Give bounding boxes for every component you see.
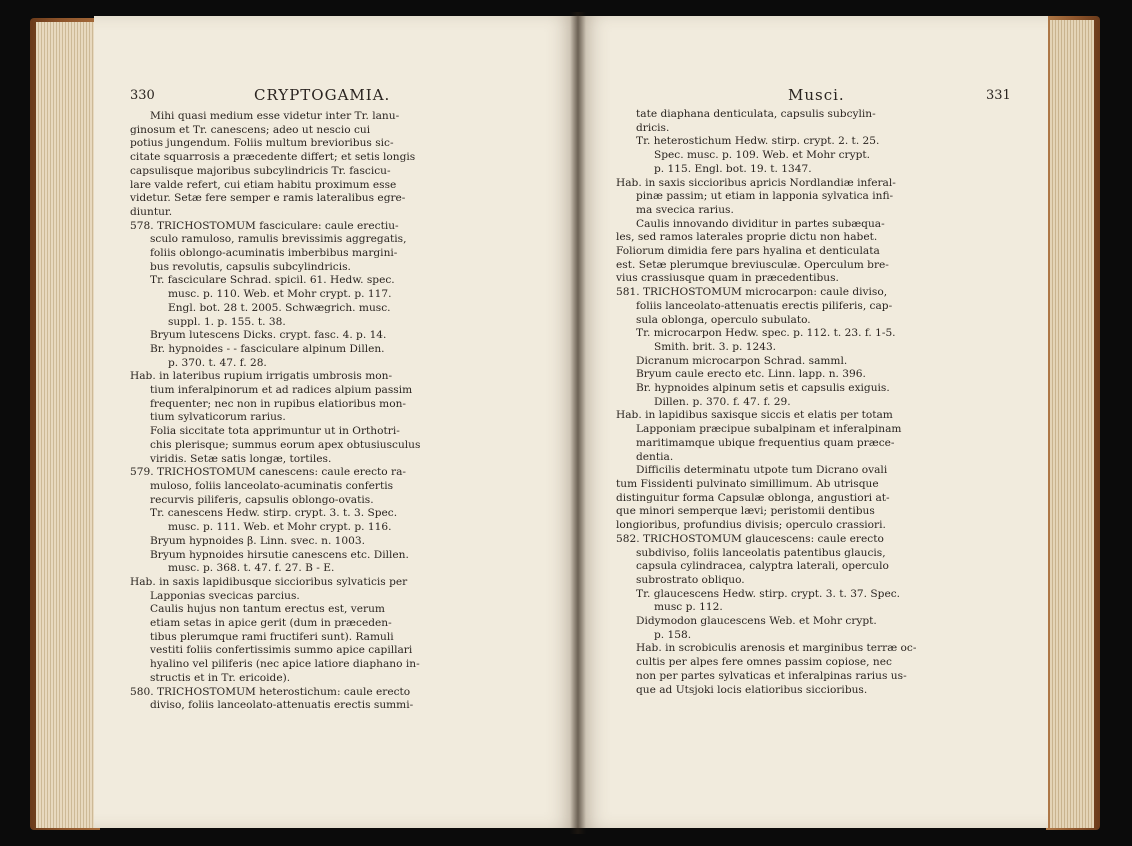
entry-heading-579: 579. TRICHOSTOMUM canescens: caule erecto ra- <box>130 466 406 479</box>
text-line: Br. hypnoides - - fasciculare alpinum Dillen. <box>150 342 385 355</box>
text-line: sula oblonga, operculo subulato. <box>636 313 811 326</box>
right-page <box>578 16 1048 828</box>
entry-heading-578: 578. TRICHOSTOMUM fasciculare: caule erectiu- <box>130 219 399 232</box>
text-line: Hab. in scrobiculis arenosis et marginibus terræ oc- <box>636 642 917 655</box>
text-line: hyalino vel piliferis (nec apice latiore diaphano in- <box>150 658 420 671</box>
entry-heading-580: 580. TRICHOSTOMUM heterostichum: caule erecto <box>130 685 411 698</box>
text-line: tium sylvaticorum rarius. <box>150 411 286 424</box>
text-line: bus revolutis, capsulis subcylindricis. <box>150 260 351 273</box>
text-line: longioribus, profundius divisis; operculo crassiori. <box>616 519 886 532</box>
text-line: Bryum lutescens Dicks. crypt. fasc. 4. p. 14. <box>150 329 387 342</box>
text-line: non per partes sylvaticas et inferalpinas rarius us- <box>636 669 907 682</box>
left-text-block <box>130 110 546 713</box>
text-line: ma svecica rarius. <box>636 203 734 216</box>
text-line: capsula cylindracea, calyptra laterali, operculo <box>636 560 889 573</box>
text-line: Difficilis determinatu utpote tum Dicrano ovali <box>636 464 888 477</box>
text-line: Engl. bot. 28 t. 2005. Schwægrich. musc. <box>168 301 391 314</box>
text-line: est. Setæ plerumque breviusculæ. Operculum bre- <box>616 258 889 271</box>
text-line: videtur. Setæ fere semper e ramis lateralibus egre- <box>130 192 406 205</box>
text-line: Folia siccitate tota apprimuntur ut in Orthotri- <box>150 425 400 438</box>
text-line: pinæ passim; ut etiam in lapponia sylvatica infi- <box>636 190 894 203</box>
text-line: Bryum hypnoides β. Linn. svec. n. 1003. <box>150 534 366 547</box>
right-running-head: Musci. <box>788 86 845 104</box>
text-line: Tr. fasciculare Schrad. spicil. 61. Hedw. spec. <box>150 274 395 287</box>
text-line: recurvis piliferis, capsulis oblongo-ovatis. <box>150 493 374 506</box>
text-line: ginosum et Tr. canescens; adeo ut nescio cui <box>130 123 371 136</box>
text-line: vestiti foliis confertissimis summo apice capillari <box>150 644 413 657</box>
text-line: Spec. musc. p. 109. Web. et Mohr crypt. <box>654 149 870 162</box>
text-line: Dillen. p. 370. f. 47. f. 29. <box>654 395 791 408</box>
text-line: Bryum caule erecto etc. Linn. lapp. n. 396. <box>636 368 866 381</box>
text-line: potius jungendum. Foliis multum brevioribus sic- <box>130 137 394 150</box>
text-line: Lapponias svecicas parcius. <box>150 589 300 602</box>
left-page <box>94 16 578 828</box>
text-line: musc p. 112. <box>654 601 723 614</box>
text-line: Smith. brit. 3. p. 1243. <box>654 340 777 353</box>
text-line: Hab. in saxis siccioribus apricis Nordlandiæ inferal- <box>616 176 896 189</box>
text-line: que ad Utsjoki locis elatioribus siccioribus. <box>636 683 868 696</box>
text-line: musc. p. 111. Web. et Mohr crypt. p. 116. <box>168 521 392 534</box>
text-line: Hab. in lateribus rupium irrigatis umbrosis mon- <box>130 370 393 383</box>
book-gutter <box>570 12 586 834</box>
text-line: Didymodon glaucescens Web. et Mohr crypt. <box>636 615 877 628</box>
text-line: foliis lanceolato-attenuatis erectis piliferis, cap- <box>636 299 893 312</box>
text-line: Tr. heterostichum Hedw. stirp. crypt. 2. t. 25. <box>636 135 880 148</box>
text-line: citate squarrosis a præcedente differt; et setis longis <box>130 151 416 164</box>
text-line: que minori semperque lævi; peristomii dentibus <box>616 505 875 518</box>
text-line: Caulis innovando dividitur in partes subæqua- <box>636 217 885 230</box>
text-line: Tr. canescens Hedw. stirp. crypt. 3. t. 3. Spec. <box>150 507 398 520</box>
text-line: diviso, foliis lanceolato-attenuatis erectis summi- <box>150 699 414 712</box>
text-line: lare valde refert, cui etiam habitu proximum esse <box>130 178 397 191</box>
entry-heading-582: 582. TRICHOSTOMUM glaucescens: caule erecto <box>616 532 884 545</box>
left-page-edges <box>36 22 98 828</box>
right-text-block <box>616 108 1020 697</box>
text-line: dentia. <box>636 450 674 463</box>
right-page-edges <box>1050 20 1094 828</box>
text-line: etiam setas in apice gerit (dum in præceden- <box>150 617 392 630</box>
text-line: p. 370. t. 47. f. 28. <box>168 356 267 369</box>
text-line: distinguitur forma Capsulæ oblonga, angustiori at- <box>616 491 890 504</box>
text-line: musc. p. 368. t. 47. f. 27. B - E. <box>168 562 335 575</box>
text-line: sculo ramuloso, ramulis brevissimis aggregatis, <box>150 233 407 246</box>
text-line: maritimamque ubique frequentius quam præce- <box>636 436 895 449</box>
open-book <box>30 12 1100 834</box>
entry-heading-581: 581. TRICHOSTOMUM microcarpon: caule diviso, <box>616 286 888 299</box>
text-line: p. 158. <box>654 628 692 641</box>
text-line: frequenter; nec non in rupibus elatioribus mon- <box>150 397 406 410</box>
text-line: Br. hypnoides alpinum setis et capsulis exiguis. <box>636 382 890 395</box>
text-line: dricis. <box>636 121 670 134</box>
text-line: Mihi quasi medium esse videtur inter Tr. lanu- <box>150 110 400 122</box>
text-line: diuntur. <box>130 205 173 218</box>
left-page-number: 330 <box>130 88 155 103</box>
text-line: muloso, foliis lanceolato-acuminatis confertis <box>150 479 394 492</box>
text-line: cultis per alpes fere omnes passim copiose, nec <box>636 656 892 669</box>
text-line: subdiviso, foliis lanceolatis patentibus glaucis, <box>636 546 886 559</box>
text-line: Hab. in saxis lapidibusque siccioribus sylvaticis per <box>130 575 408 588</box>
text-line: capsulisque majoribus subcylindricis Tr. fascicu- <box>130 164 391 177</box>
text-line: Hab. in lapidibus saxisque siccis et elatis per totam <box>616 409 893 422</box>
left-running-head: CRYPTOGAMIA. <box>254 86 391 104</box>
text-line: structis et in Tr. ericoide). <box>150 671 291 684</box>
text-line: p. 115. Engl. bot. 19. t. 1347. <box>654 162 812 175</box>
text-line: Caulis hujus non tantum erectus est, verum <box>150 603 385 616</box>
text-line: Bryum hypnoides hirsutie canescens etc. Dillen. <box>150 548 409 561</box>
text-line: foliis oblongo-acuminatis imberbibus margini- <box>150 247 398 260</box>
text-line: Tr. glaucescens Hedw. stirp. crypt. 3. t. 37. Spec. <box>636 587 901 600</box>
text-line: Dicranum microcarpon Schrad. samml. <box>636 354 848 367</box>
text-line: chis plerisque; summus eorum apex obtusiusculus <box>150 438 421 451</box>
text-line: vius crassiusque quam in præcedentibus. <box>616 272 839 285</box>
text-line: musc. p. 110. Web. et Mohr crypt. p. 117. <box>168 288 392 301</box>
text-line: Tr. microcarpon Hedw. spec. p. 112. t. 23. f. 1-5. <box>636 327 896 340</box>
right-page-number: 331 <box>986 88 1011 103</box>
text-line: Foliorum dimidia fere pars hyalina et denticulata <box>616 245 880 258</box>
text-line: viridis. Setæ satis longæ, tortiles. <box>150 452 332 465</box>
text-line: Lapponiam præcipue subalpinam et inferalpinam <box>636 423 902 436</box>
text-line: tibus plerumque rami fructiferi sunt). Ramuli <box>150 630 394 643</box>
text-line: suppl. 1. p. 155. t. 38. <box>168 315 286 328</box>
text-line: subrostrato obliquo. <box>636 573 745 586</box>
text-line: tum Fissidenti pulvinato simillimum. Ab utrisque <box>616 477 879 490</box>
text-line: tate diaphana denticulata, capsulis subcylin- <box>636 108 876 120</box>
text-line: tium inferalpinorum et ad radices alpium passim <box>150 384 413 397</box>
text-line: les, sed ramos laterales proprie dictu non habet. <box>616 231 878 244</box>
